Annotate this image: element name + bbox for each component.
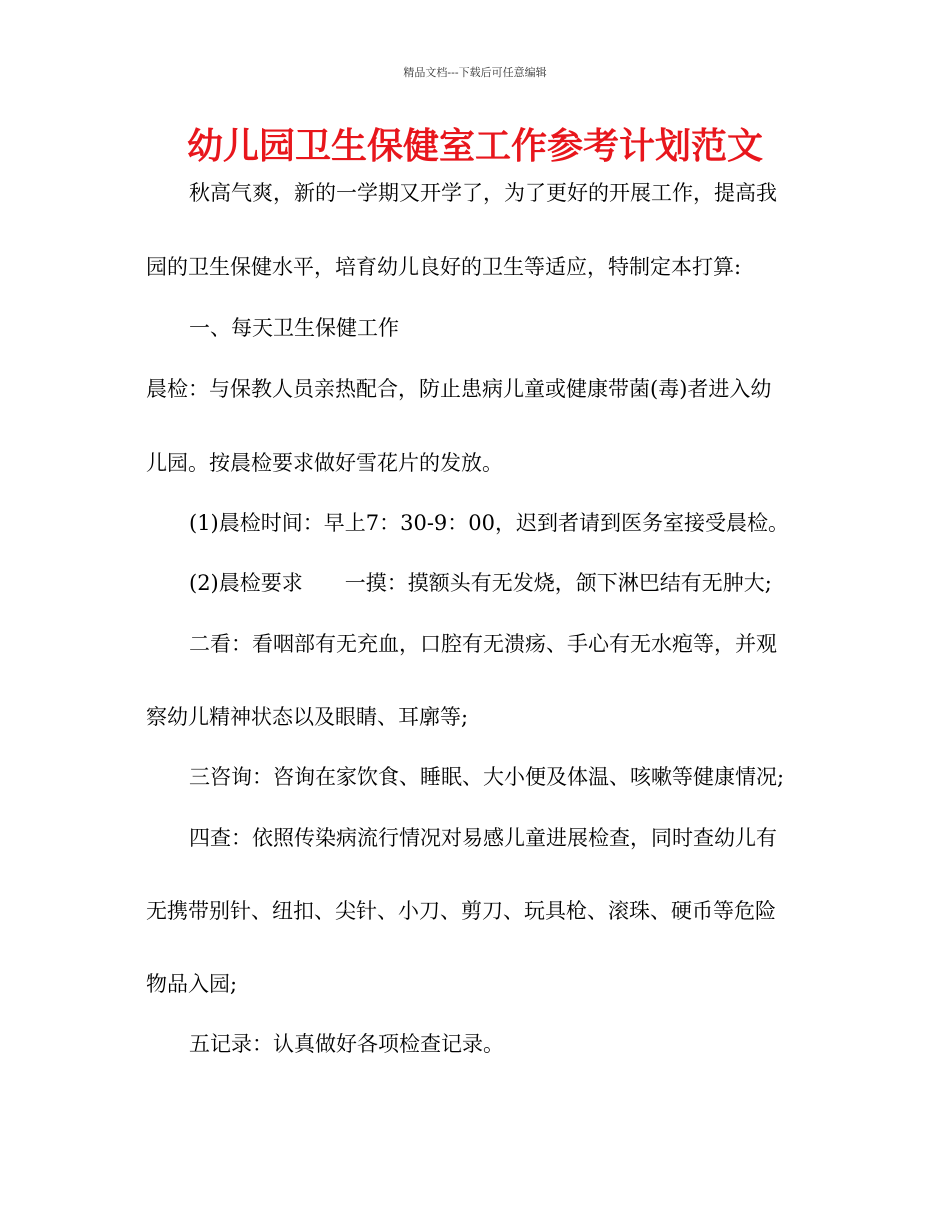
paragraph-line: 儿园。按晨检要求做好雪花片的发放。: [146, 451, 503, 475]
document-title: 幼儿园卫生保健室工作参考计划范文: [186, 126, 763, 167]
paragraph-line: 五记录：认真做好各项检查记录。: [189, 1032, 504, 1056]
paragraph-line: 三咨询：咨询在家饮食、睡眠、大小便及体温、咳嗽等健康情况;: [189, 765, 785, 789]
paragraph-line: 无携带别针、纽扣、尖针、小刀、剪刀、玩具枪、滚珠、硬币等危险: [146, 899, 776, 923]
paragraph-line: 秋高气爽，新的一学期又开学了，为了更好的开展工作，提高我: [189, 181, 777, 205]
paragraph-line: 四查：依照传染病流行情况对易感儿童进展检查，同时查幼儿有: [189, 826, 777, 850]
header-note: 精品文档---下载后可任意编辑: [403, 66, 547, 79]
paragraph-line: 察幼儿精神状态以及眼睛、耳廓等;: [146, 705, 469, 729]
paragraph-line: 二看：看咽部有无充血，口腔有无溃疡、手心有无水疱等，并观: [189, 632, 777, 656]
paragraph-line: 园的卫生保健水平，培育幼儿良好的卫生等适应，特制定本打算:: [146, 255, 742, 279]
paragraph-line: (1)晨检时间：早上7：30-9：00，迟到者请到医务室接受晨检。: [189, 511, 790, 535]
section-heading: 一、每天卫生保健工作: [189, 316, 399, 340]
paragraph-line: 物品入园;: [146, 972, 238, 996]
paragraph-line: (2)晨检要求 一摸：摸额头有无发烧，颌下淋巴结有无肿大;: [189, 571, 772, 595]
paragraph-line: 晨检：与保教人员亲热配合，防止患病儿童或健康带菌(毒)者进入幼: [146, 377, 772, 401]
